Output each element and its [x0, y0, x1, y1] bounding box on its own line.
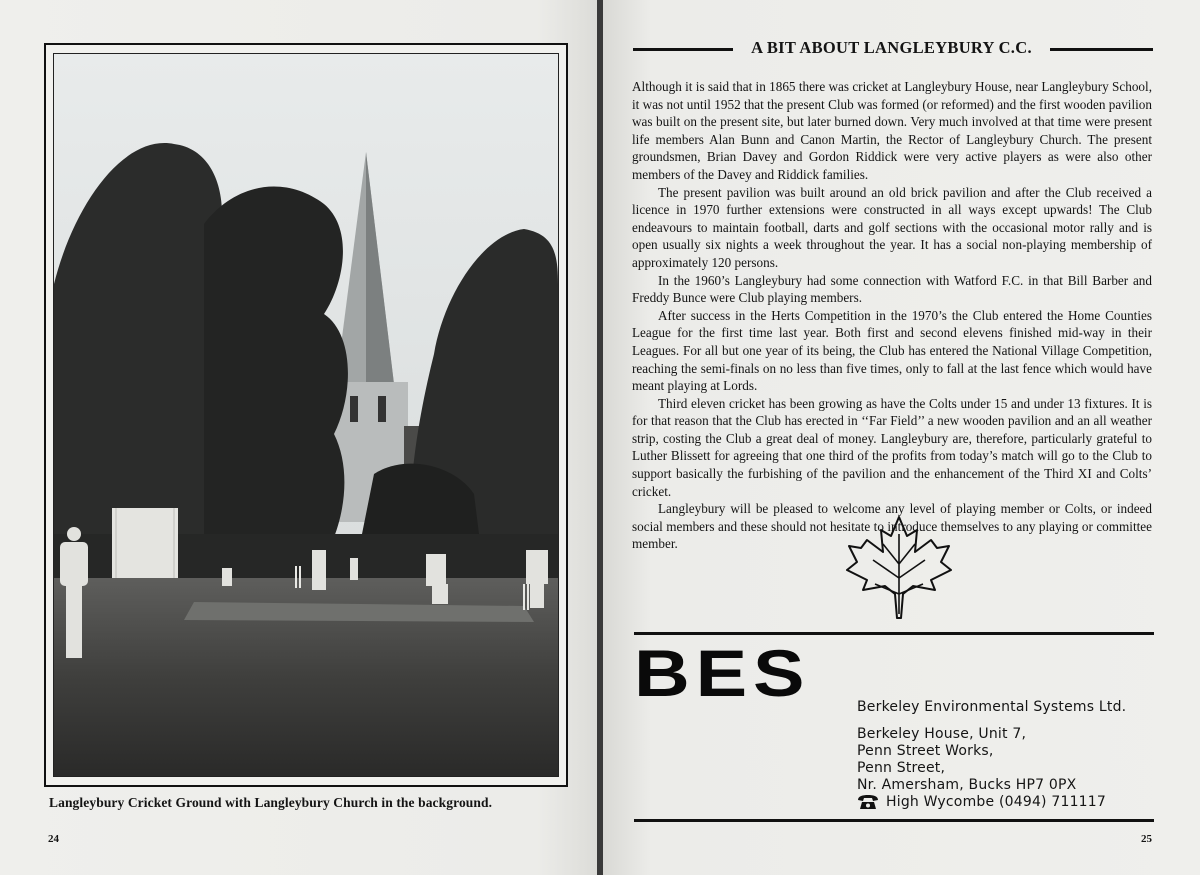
- address-line: Nr. Amersham, Bucks HP7 0PX: [857, 777, 1077, 793]
- article-title: A BIT ABOUT LANGLEYBURY C.C.: [751, 38, 1032, 57]
- maple-leaf-icon: [843, 514, 955, 627]
- left-page: [0, 0, 597, 875]
- right-page: [603, 0, 1200, 875]
- heading-rule-right: [1050, 48, 1153, 51]
- phone-number: High Wycombe (0494) 711117: [886, 794, 1107, 810]
- article-body: [632, 78, 1152, 553]
- heading-rule-left: [633, 48, 733, 51]
- address-line: Penn Street Works,: [857, 743, 994, 759]
- advert-phone: [857, 794, 1106, 810]
- article-paragraph: After success in the Herts Competition in the 1970’s the Club entered the Home Counties League for the first time last year. Both first and second elevens finished mid-way in their Leagues. For all but one year of its being, the Club has entered the National Village Competition, reaching the semi-finals on no less than five times, only to fall at the last fence which would have meant playing at Lords.: [632, 307, 1152, 394]
- advert-company-name: Berkeley Environmental Systems Ltd.: [857, 699, 1127, 715]
- photo-frame: [44, 43, 568, 787]
- article-paragraph: In the 1960’s Langleybury had some connection with Watford F.C. in that Bill Barber and Freddy Bunce were Club playing members.: [632, 272, 1152, 306]
- advert-rule-top: [634, 632, 1154, 635]
- advert-rule-bottom: [634, 819, 1154, 822]
- telephone-icon: [857, 794, 879, 810]
- advert-address: [857, 726, 1076, 794]
- article-paragraph: Langleybury will be pleased to welcome any level of playing member or Colts, or indeed social members and these should not hesitate to introduce themselves to any playing or committee member.: [632, 501, 1152, 552]
- photo-caption: Langleybury Cricket Ground with Langleybury Church in the background.: [49, 795, 493, 810]
- article-paragraph: The present pavilion was built around an old brick pavilion and after the Club received a licence in 1970 further extensions were constructed in all ways except upwards! The Club endeavours to maintain football, darts and golf sections with the occasional motor rally and is open usually six nights a week throughout the year. It has a social non-playing membership of approximately 120 persons.: [632, 184, 1152, 270]
- page-number: 24: [48, 833, 59, 845]
- sight-screen: [112, 508, 178, 578]
- address-line: Penn Street,: [857, 760, 946, 776]
- page-number: 25: [1141, 833, 1152, 845]
- address-line: Berkeley House, Unit 7,: [857, 726, 1027, 742]
- article-heading-row: [633, 38, 1153, 60]
- bes-logo: BES: [634, 636, 811, 710]
- cricket-ground-photo: [53, 53, 559, 777]
- article-paragraph: Although it is said that in 1865 there was cricket at Langleybury House, near Langleybury School, it was not until 1952 that the present Club was formed (or reformed) and the first wooden pavilion was built on the present site, but later burned down. Very much involved at that time were present life members Alan Bunn and Canon Martin, the Rector of Langleybury Church. The present groundsmen, Brian Davey and Gordon Riddick were very active players as were also other members of the Davey and Riddick families.: [632, 79, 1152, 182]
- article-paragraph: Third eleven cricket has been growing as have the Colts under 15 and under 13 fixtures. It is for that reason that the Club has erected in ‘‘Far Field’’ a new wooden pavilion and an all weather strip, costing the Club a great deal of money. Langleybury are, therefore, particularly grateful to Luther Blissett for agreeing that one third of the profits from today’s match will go to the Club to support basically the furbishing of the pavilion and the enhancement of the Third XI and Colts’ cricket.: [632, 395, 1152, 499]
